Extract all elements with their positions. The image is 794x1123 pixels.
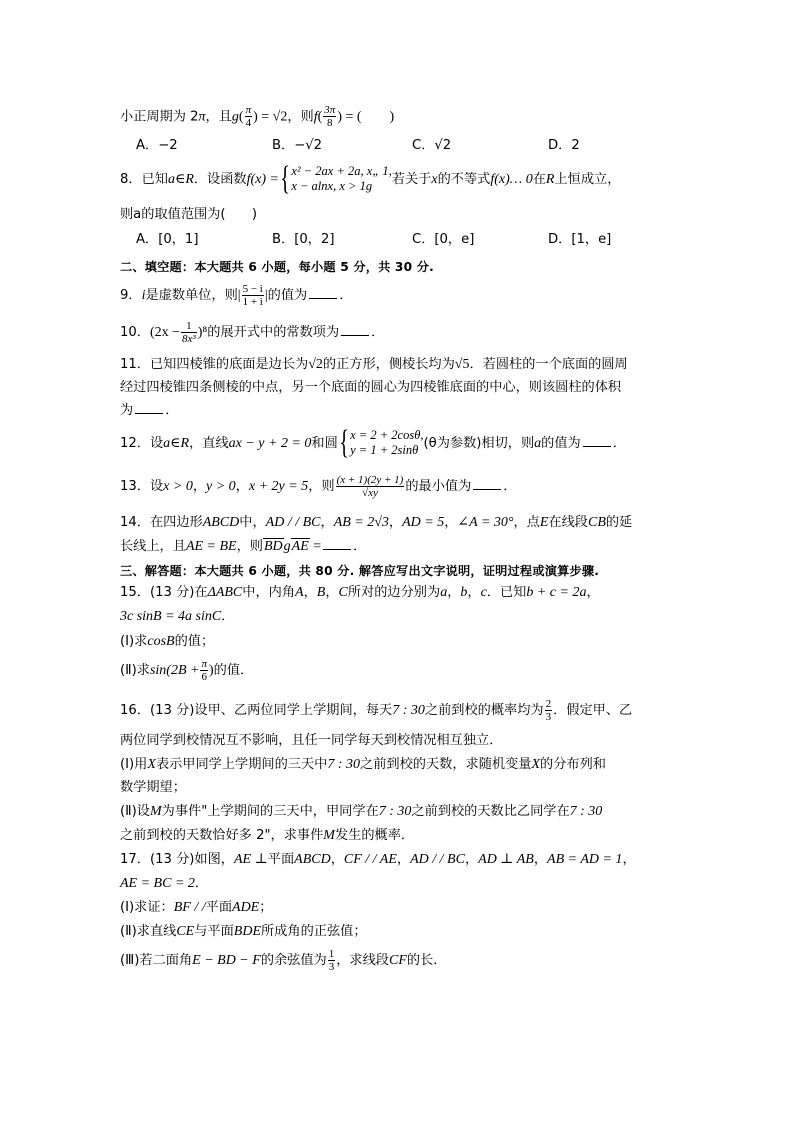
q16-text-b: 之前到校的概率均为	[424, 703, 544, 718]
q7-choice-b: B．−√2	[272, 138, 323, 153]
q15-a-upper: A	[295, 585, 304, 600]
q14-blank	[323, 537, 351, 550]
q7-choice-c: C．√2	[412, 138, 452, 153]
q8-after2: 的不等式	[437, 172, 491, 187]
q12-mid2: 和圆	[311, 436, 338, 451]
q17-p3-d: ，求线段	[336, 953, 389, 968]
q11-text-3: 为	[120, 403, 134, 418]
q8-line-2: 则a的取值范围为( )	[120, 207, 258, 222]
q7-choice-a: A．−2	[136, 138, 178, 153]
q9-mid: 是虚数单位，则	[145, 288, 238, 303]
q17-p1-e: ；	[259, 900, 273, 915]
q15-p2-text: (Ⅱ)求	[120, 663, 150, 678]
q7-eq1: ) = √2	[253, 109, 288, 125]
q14-dot-g: g	[283, 539, 291, 554]
q14-c3: AD = 5	[402, 515, 445, 530]
q15-text-d: ．已知	[486, 585, 527, 600]
q15-b-upper: B	[316, 585, 326, 600]
q12-param: (θ为参数)相切，则	[423, 436, 535, 451]
q15-part-1	[120, 632, 214, 652]
q8-cases	[291, 164, 391, 194]
q17-c3: AD / / BC	[410, 852, 465, 867]
q11-sqrt5: √5	[454, 357, 470, 372]
q14-text-d: 在线段	[548, 515, 588, 530]
q17-p2-e: 所成角的正弦值；	[261, 924, 367, 939]
q12-case-1: x = 2 + 2cosθ,	[350, 428, 424, 442]
q15-p2-den: 6	[201, 670, 207, 683]
q15-p2-close: )	[208, 663, 214, 678]
q10-text: 10．	[120, 325, 150, 340]
q16-time-2: 7 : 30	[327, 757, 361, 772]
q16-line-1	[120, 696, 632, 726]
q7-line: 小正周期为 2π，且g( $\frac{\pi}{4}$ ) = √2，则f( $\frac{3\pi}{8}$ ) = ( )	[120, 104, 395, 129]
q13-text: 13．设	[120, 479, 164, 494]
q8-a-in-r: a∈R	[167, 172, 194, 187]
q14-text-a: 14．在四边形	[120, 515, 203, 530]
q16-p1-d: 的分布列和	[540, 757, 606, 772]
q8-line-1: 8．已知a∈R．设函数f(x) ={ x² − 2ax + 2a, x„ 1, x − alnx, x > 1g 若关于x的不等式f(x)… 0在R上恒成立，	[120, 160, 621, 197]
q14-e: E	[539, 515, 549, 530]
q16-frac	[545, 698, 553, 723]
q7-text-2: ，且	[205, 109, 232, 125]
q15-c-upper: C	[338, 585, 348, 600]
q12-cases	[350, 428, 423, 458]
q13-end: 的最小值为	[405, 479, 472, 494]
q16-num: 2	[545, 697, 552, 710]
q17-p1-d: ADE	[232, 900, 260, 915]
q17-p2-a: (Ⅱ)求直线	[120, 924, 177, 939]
q16-part-1-cont: 数学期望；	[120, 780, 186, 795]
q7-frac2-num: 3π	[324, 104, 336, 116]
q7-text: 小正周期为 2	[120, 109, 199, 125]
q15-a: a	[440, 585, 448, 600]
q15-p2-num: π	[201, 657, 207, 670]
q16-m: M	[149, 804, 162, 819]
q16-p1-c: 之前到校的天数，求随机变量	[360, 757, 532, 772]
q10-den: 8x³	[182, 332, 196, 345]
q16-time: 7 : 30	[392, 703, 425, 718]
q15-p2-sin: sin(2B +	[149, 663, 200, 678]
q14-dot-eq: =	[309, 539, 322, 554]
q10-line: 10．(2x − $\frac{1}{\text{8x³}}$ )⁸的展开式中的常数项为 ．	[120, 319, 385, 345]
q7-pi: π	[198, 109, 206, 125]
q12-blank	[583, 434, 611, 447]
q15-text-b: 中，内角	[242, 585, 296, 600]
q10-frac	[181, 320, 197, 345]
q14-text-b: 中，	[239, 515, 266, 530]
q17-line-2: AE = BC = 2．	[120, 876, 209, 891]
q16-p2-e: 发生的概率．	[334, 828, 415, 843]
q15-b: b	[460, 585, 468, 600]
q15-tri: ΔABC	[207, 585, 243, 600]
q8-after: 若关于	[391, 172, 432, 187]
q8-choice-a: A．[0，1]	[136, 232, 199, 247]
q14-c2: AB = 2√3	[333, 515, 389, 530]
q9-text: 9．	[120, 288, 142, 303]
q11-sqrt2: √2	[308, 357, 323, 372]
q14-c1: AD / / BC	[265, 515, 321, 530]
q13-c1: x > 0	[163, 479, 193, 494]
q15-cond-2: 3c sinB = 4a sinC	[120, 609, 222, 624]
q17-p3-frac	[328, 948, 336, 973]
q17-p2-b: CE	[176, 924, 195, 939]
q8-choice-d: D．[1，e]	[548, 232, 612, 247]
q16-part-1	[120, 755, 606, 775]
q15-text-c: 所对的边分别为	[347, 585, 441, 600]
q13-den: √xy	[362, 486, 378, 499]
q16-line-2: 两位同学到校情况互不影响，且任一同学每天到校情况相互独立．	[120, 733, 503, 748]
q10-blank	[341, 323, 369, 336]
q12-a-in-r: a∈R	[163, 436, 190, 451]
q15-c: c	[480, 585, 487, 600]
q10-end: 的展开式中的常数项为	[207, 325, 340, 340]
q17-line-1: 17．(13 分)如图，AE ⊥平面ABCD，CF / / AE，AD / / BC，AD ⊥ AB，AB = AD = 1，	[120, 852, 636, 867]
q13-line: 13．设x > 0，y > 0，x + 2y = 5，则 $\frac{(x + 1)(2y + 1)}{√xy}$ 的最小值为 ．	[120, 473, 517, 499]
q17-c4: AD ⊥ AB	[478, 852, 534, 867]
q14-abcd: ABCD	[202, 515, 240, 530]
q12-end: 的值为	[541, 436, 581, 451]
q14-line-1: 14．在四边形ABCD中，AD / / BC，AB = 2√3，AD = 5，∠A = 30°，点E在线段CB的延	[120, 515, 633, 530]
q11-text-a: 11．已知四棱锥的底面是边长为	[120, 357, 309, 372]
q17-c1-plane: 平面	[267, 852, 295, 867]
q15-p2-end: 的值．	[213, 663, 254, 678]
q11-line-3: 为 ．	[120, 403, 179, 418]
q16-p2-a: (Ⅱ)设	[120, 804, 150, 819]
q13-c3: x + 2y = 5	[248, 479, 309, 494]
q9-blank	[309, 286, 337, 299]
q13-num: (x + 1)(2y + 1)	[336, 473, 404, 486]
q15-p1-end: 的值；	[174, 634, 215, 649]
q16-part-2	[120, 802, 602, 822]
q15-cond: b + c = 2a	[526, 585, 587, 600]
q16-m-2: M	[323, 828, 335, 843]
q8-text: 8．已知	[120, 172, 168, 187]
q12-line-eq: ax − y + 2 = 0	[228, 436, 312, 451]
q17-part-3	[120, 946, 446, 976]
q16-x: X	[147, 757, 156, 772]
q9-num: 5 − i	[242, 282, 263, 295]
q17-p3-cf: CF	[389, 953, 407, 968]
q7-g: g	[231, 109, 239, 125]
q7-frac-2	[323, 104, 336, 129]
q17-p2-c: 与平面	[194, 924, 234, 939]
q17-p3-num: 1	[328, 947, 335, 960]
q12-mid: ，直线	[189, 436, 229, 451]
q17-p3-b: E − BD − F	[192, 953, 261, 968]
q16-p2-b: 为事件"上学期间的三天中，甲同学在	[161, 804, 379, 819]
q14-line-2: 长线上，且AE = BE，则BDgAE = ．	[120, 539, 367, 554]
q17-text-a: 17．(13 分)如图，	[120, 852, 234, 867]
q17-c1-abcd: ABCD	[294, 852, 331, 867]
q15-part-2	[120, 656, 253, 686]
q13-blank	[473, 477, 501, 490]
q9-line: 9．i是虚数单位，则| $\frac{5 - i}{1 + i}$ |的值为 ．	[120, 282, 353, 308]
q17-p3-a: (Ⅲ)若二面角	[120, 953, 193, 968]
q8-ineq: f(x)… 0	[490, 172, 533, 187]
q12-a: a	[534, 436, 542, 451]
q14-text-e: 的延	[605, 515, 633, 530]
q11-line-2: 经过四棱锥四条侧棱的中点，另一个底面的圆心为四棱锥底面的中心，则该圆柱的体积	[120, 380, 622, 395]
q14-cb: CB	[587, 515, 606, 530]
q15-line-2: 3c sinB = 4a sinC．	[120, 609, 235, 624]
q9-den: 1 + i	[242, 295, 263, 308]
q11-blank	[135, 401, 163, 414]
q14-c4: ∠A = 30°	[457, 515, 514, 530]
q17-c1: AE ⊥	[233, 852, 268, 867]
q16-text-a: 16．(13 分)设甲、乙两位同学上学期间，每天	[120, 703, 393, 718]
q15-p2-frac	[200, 658, 208, 683]
q14-text-c: ，点	[513, 515, 540, 530]
q16-p2-c: 之前到校的天数比乙同学在	[411, 804, 570, 819]
q17-part-2	[120, 922, 367, 942]
q17-cond-2: AE = BC = 2	[120, 876, 195, 891]
q14-text-2b: ，则	[236, 539, 263, 554]
q12-text: 12．设	[120, 436, 164, 451]
q8-fx: f(x) =	[246, 172, 279, 187]
q11-text-c: 的正方形，侧棱长均为	[322, 357, 455, 372]
q8-choice-c: C．[0，e]	[412, 232, 475, 247]
q16-time-3: 7 : 30	[378, 804, 412, 819]
section-2-heading: 二、填空题：本大题共 6 小题，每小题 5 分，共 30 分.	[120, 260, 434, 274]
q8-case-1: x² − 2ax + 2a, x„ 1,	[291, 164, 392, 178]
q7-frac1-den: 4	[245, 117, 252, 129]
q7-end: ) = ( )	[337, 109, 395, 125]
q8-after4: 上恒成立，	[554, 172, 621, 187]
q16-x-2: X	[531, 757, 541, 772]
q15-p1-text: (Ⅰ)求	[120, 634, 148, 649]
q15-text-a: 15．(13 分)在	[120, 585, 208, 600]
q15-p1-cosb: cosB	[147, 634, 175, 649]
q7-frac-1	[245, 104, 253, 129]
q17-p1-a: (Ⅰ)求证：	[120, 900, 174, 915]
q16-p2-d: 之前到校的天数恰好多 2"，求事件	[120, 828, 324, 843]
q10-num: 1	[181, 320, 197, 333]
q10-expr: (2x −	[149, 325, 181, 340]
q17-p3-c: 的余弦值为	[260, 953, 327, 968]
q12-case-2: y = 1 + 2sinθ	[350, 443, 419, 457]
q9-i: i	[141, 288, 146, 303]
q17-c2: CF / / AE	[343, 852, 397, 867]
q17-p1-b: BF / /	[173, 900, 206, 915]
q7-text-3: ，则	[287, 109, 314, 125]
q8-case-2: x − alnx, x > 1g	[291, 179, 373, 193]
q16-part-2-cont	[120, 826, 414, 846]
q7-frac2-den: 8	[327, 117, 333, 129]
q17-p2-d: BDE	[233, 924, 262, 939]
q17-p3-den: 3	[328, 960, 335, 973]
q17-c5: AB = AD = 1	[547, 852, 623, 867]
q14-text-2a: 长线上，且	[120, 539, 186, 554]
q13-frac	[336, 474, 405, 499]
q8-choice-b: B．[0，2]	[272, 232, 335, 247]
q8-r: R	[545, 172, 555, 187]
q7-choice-d: D．2	[548, 138, 580, 153]
q13-c2: y > 0	[206, 479, 236, 494]
q8-after3: 在	[532, 172, 546, 187]
q7-frac1-num: π	[245, 104, 252, 116]
q12-line: 12．设a∈R，直线ax − y + 2 = 0和圆{ x = 2 + 2cosθ, y = 1 + 2sinθ (θ为参数)相切，则a的值为 ．	[120, 424, 626, 461]
q14-vec-ae: AE	[291, 539, 309, 554]
q16-p1-b: 表示甲同学上学期间的三天中	[155, 757, 328, 772]
q16-text-c: ．假定甲、乙	[553, 703, 633, 718]
q8-x: x	[431, 172, 438, 187]
q15-line-1: 15．(13 分)在ΔABC中，内角A，B，C所对的边分别为a，b，c．已知b + c = 2a，	[120, 585, 600, 600]
q13-mid: ，则	[308, 479, 335, 494]
q8-mid: ．设函数	[193, 172, 247, 187]
q14-vec-bd: BD	[263, 539, 283, 554]
section-3-heading: 三、解答题：本大题共 6 小题，共 80 分. 解答应写出文字说明，证明过程或演算步骤.	[120, 564, 600, 578]
q11-text-e: ．若圆柱的一个底面的圆周	[469, 357, 628, 372]
q16-den: 3	[545, 710, 552, 723]
q7-f: f	[313, 109, 318, 125]
q11-line-1	[120, 355, 628, 375]
q17-p1-c: 平面	[205, 900, 233, 915]
q16-time-4: 7 : 30	[569, 804, 603, 819]
q9-end: 的值为	[267, 288, 308, 303]
q14-ae-be: AE = BE	[185, 539, 237, 554]
q10-pow: )⁸	[197, 325, 208, 340]
q9-frac	[242, 283, 264, 308]
q16-p1-a: (Ⅰ)用	[120, 757, 148, 772]
q17-p3-f: 的长．	[406, 953, 447, 968]
q17-part-1	[120, 898, 272, 918]
